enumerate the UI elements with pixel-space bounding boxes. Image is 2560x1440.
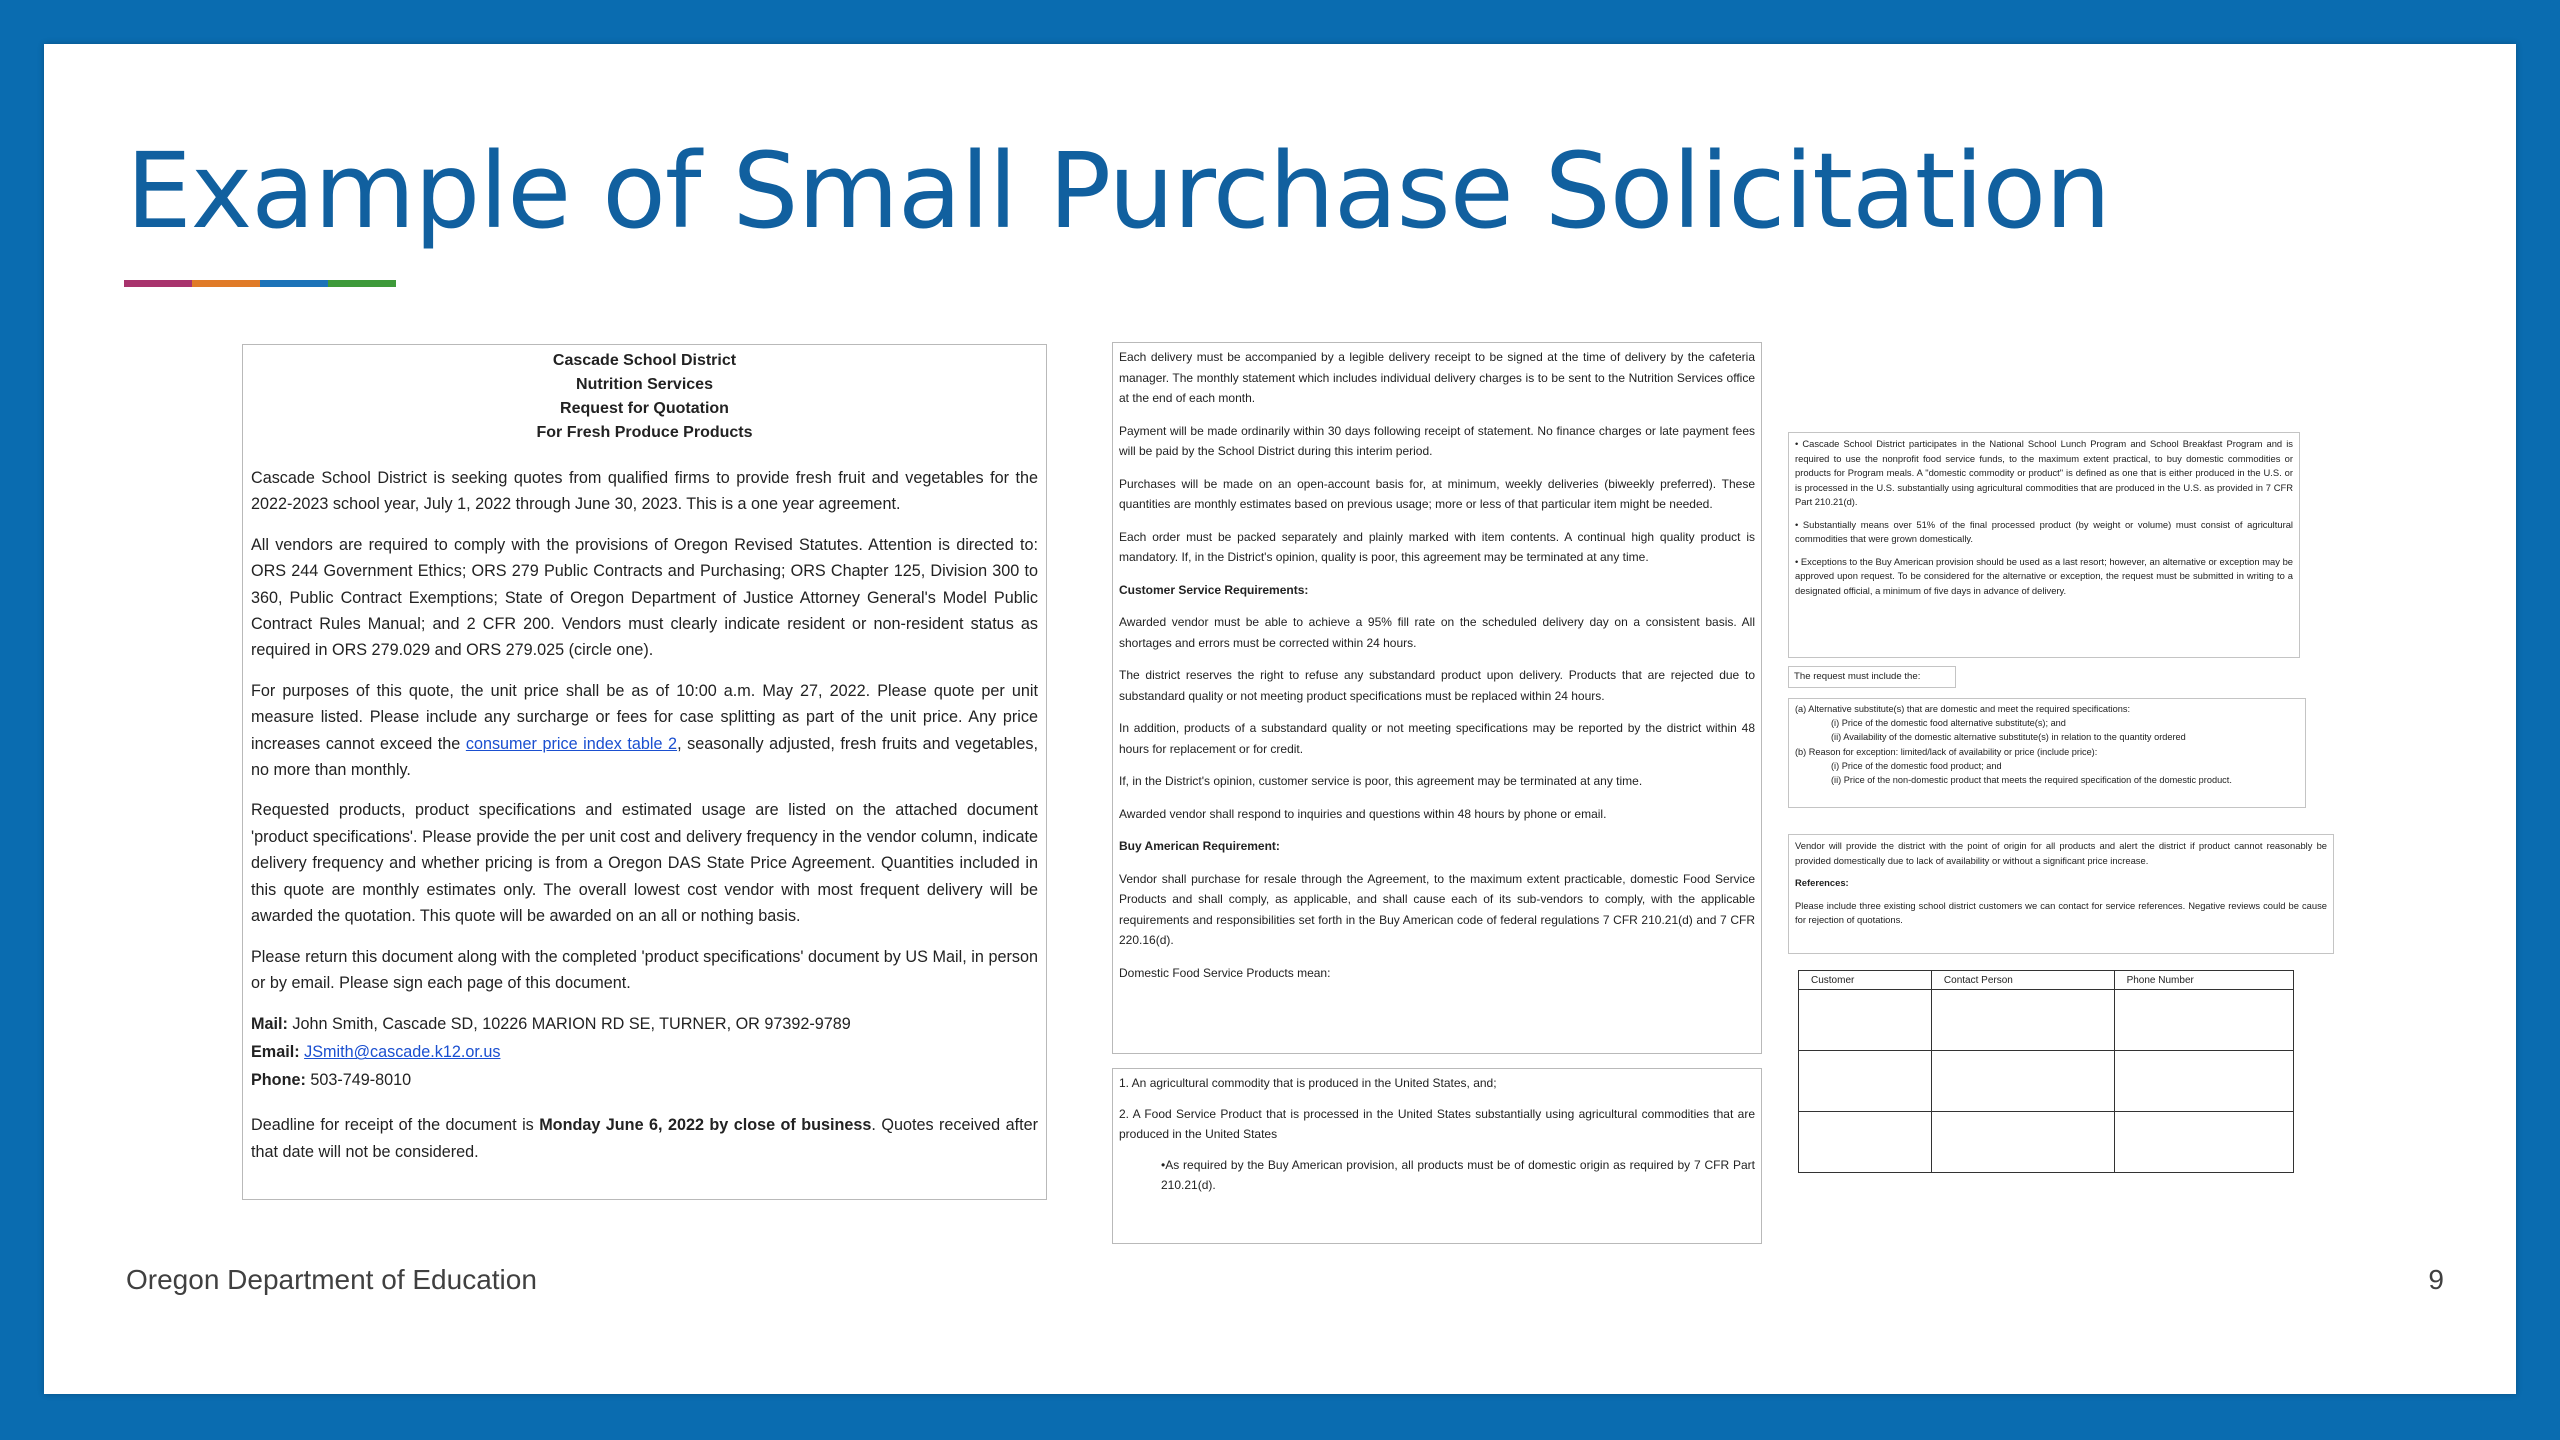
col-customer: Customer	[1799, 971, 1932, 990]
purchases-paragraph: Purchases will be made on an open-account basis for, at minimum, weekly deliveries (biweekly preferred). These quantities are monthly estimates based on previous usage; more or less of that particular item might be needed.	[1119, 476, 1755, 511]
vendor-references-block	[1788, 834, 2334, 954]
termination-paragraph: If, in the District's opinion, customer service is poor, this agreement may be terminated at any time.	[1119, 774, 1643, 788]
table-row	[1799, 1051, 2294, 1112]
compliance-paragraph: All vendors are required to comply with the provisions of Oregon Revised Statutes. Attention is directed to: ORS 244 Government Ethics; ORS 279 Public Contracts and Purchasing; ORS Chapter 125, Division 300 to 360, Public Contract Exemptions; State of Oregon Department of Justice Attorney General's Model Public Contract Rules Manual; and 2 CFR 200. Vendors must clearly indicate resident or non-resident status as required in ORS 279.029 and ORS 279.025 (circle one).	[251, 535, 1038, 660]
domestic-item-1: 1. An agricultural commodity that is produced in the United States, and;	[1119, 1076, 1497, 1090]
req-a-ii: (ii) Availability of the domestic alternative substitute(s) in relation to the quantity ordered	[1831, 732, 2186, 743]
footer-organization: Oregon Department of Education	[126, 1264, 537, 1295]
header-line-dept: Nutrition Services	[576, 376, 713, 393]
table-cell[interactable]	[1931, 990, 2114, 1051]
request-label-box	[1788, 666, 1956, 688]
req-b-ii: (ii) Price of the non-domestic product that meets the required specification of the domestic product.	[1831, 775, 2232, 786]
col-contact-person: Contact Person	[1931, 971, 2114, 990]
document-page-2-continued	[1112, 1068, 1762, 1244]
table-row	[1799, 1112, 2294, 1173]
deadline-text-a: Deadline for receipt of the document is	[251, 1116, 540, 1135]
response-paragraph: Awarded vendor shall respond to inquiries and questions within 48 hours by phone or email.	[1119, 806, 1607, 821]
request-requirements	[1788, 698, 2306, 808]
document-page-2	[1112, 342, 1762, 1054]
phone-value: 503-749-8010	[305, 1071, 412, 1090]
email-label: Email:	[251, 1043, 300, 1062]
domestic-products-label: Domestic Food Service Products mean:	[1119, 965, 1331, 980]
mail-value: John Smith, Cascade SD, 10226 MARION RD SE, TURNER, OR 97392-9789	[287, 1015, 851, 1034]
slide-number: 9	[2428, 1264, 2444, 1295]
deadline-paragraph	[251, 1112, 1038, 1165]
products-paragraph: Requested products, product specifications and estimated usage are listed on the attached document 'product specifications'. Please provide the per unit cost and delivery frequency in the vendor column, indicate delivery frequency and whether pricing is from a Oregon DAS State Price Agreement. Quantities included in this quote are monthly estimates only. The overall lowest cost vendor with most frequent delivery will be awarded the quotation. This quote will be awarded on an all or nothing basis.	[251, 801, 1038, 926]
pricing-paragraph	[251, 678, 1038, 784]
slide-title: Example of Small Purchase Solicitation	[126, 130, 2111, 252]
accent-segment-1	[124, 280, 192, 287]
fill-rate-paragraph: Awarded vendor must be able to achieve a 95% fill rate on the scheduled delivery day on a consistent basis. All shortages and errors must be corrected within 24 hours.	[1119, 615, 1755, 650]
accent-segment-3	[260, 280, 328, 287]
header-line-rfq: Request for Quotation	[560, 400, 729, 417]
deadline-text-b: . Quotes received after that date will not be considered.	[251, 1116, 1038, 1161]
note-participation: • Cascade School District participates in the National School Lunch Program and School Breakfast Program and is required to use the nonprofit food service funds, to the maximum extent practical, to buy domestic commodities or products for Program meals. A "domestic commodity or product" is defined as one that is either produced in the U.S. or is processed in the U.S. substantially using agricultural commodities that are produced in the U.S. as provided in 7 CFR Part 210.21(d).	[1795, 438, 2293, 507]
req-a: (a) Alternative substitute(s) that are domestic and meet the required specifications:	[1795, 704, 2130, 714]
vendor-origin-note: Vendor will provide the district with the point of origin for all products and alert the district if product cannot reasonably be provided domestically due to lack of availability or without a significant price increase.	[1795, 840, 2327, 866]
references-text: Please include three existing school district customers we can contact for service references. Negative reviews could be cause for rejection of quotations.	[1795, 899, 2327, 925]
customer-service-heading: Customer Service Requirements:	[1119, 582, 1309, 597]
req-b: (b) Reason for exception: limited/lack of availability or price (include price):	[1795, 746, 2098, 757]
return-paragraph: Please return this document along with the completed 'product specifications' document by US Mail, in person or by email. Please sign each page of this document.	[251, 947, 1038, 992]
phone-line	[251, 1066, 1038, 1094]
intro-paragraph: Cascade School District is seeking quotes from qualified firms to provide fresh fruit and vegetables for the 2022-2023 school year, July 1, 2022 through June 30, 2023. This is a one year agreement.	[251, 469, 1038, 514]
table-cell[interactable]	[1931, 1112, 2114, 1173]
document-page-1	[242, 344, 1047, 1200]
table-cell[interactable]	[1931, 1051, 2114, 1112]
note-exceptions: • Exceptions to the Buy American provision should be used as a last resort; however, an alternative or exception may be approved upon request. To be considered for the alternative or exception, the request must be submitted in writing to a designated official, a minimum of five days in advance of delivery.	[1795, 555, 2293, 596]
packing-paragraph: Each order must be packed separately and plainly marked with item contents. A continual high quality product is mandatory. If, in the District's opinion, quality is poor, this agreement may be terminated at any time.	[1119, 529, 1755, 564]
table-cell[interactable]	[2114, 1112, 2293, 1173]
mail-line	[251, 1010, 1038, 1038]
table-cell[interactable]	[2114, 1051, 2293, 1112]
deadline-date: Monday June 6, 2022 by close of business	[539, 1116, 872, 1135]
buy-american-notes	[1788, 432, 2300, 658]
domestic-bullet: •As required by the Buy American provision, all products must be of domestic origin as required by 7 CFR Part 210.21(d).	[1161, 1157, 1755, 1192]
table-cell[interactable]	[1799, 990, 1932, 1051]
payment-paragraph: Payment will be made ordinarily within 30 days following receipt of statement. No finance charges or late payment fees will be paid by the School District during this interim period.	[1119, 423, 1755, 458]
col-phone-number: Phone Number	[2114, 971, 2293, 990]
delivery-paragraph: Each delivery must be accompanied by a legible delivery receipt to be signed at the time of delivery by the cafeteria manager. The monthly statement which includes individual delivery charges is to be sent to the Nutrition Services office at the end of each month.	[1119, 350, 1755, 405]
substandard-paragraph: In addition, products of a substandard quality or not meeting specifications may be reported by the district within 48 hours for replacement or for credit.	[1119, 721, 1755, 756]
header-line-district: Cascade School District	[552, 352, 737, 369]
request-label: The request must include the:	[1794, 671, 1921, 682]
req-b-i: (i) Price of the domestic food product; and	[1831, 760, 2002, 771]
buy-american-paragraph: Vendor shall purchase for resale through the Agreement, to the maximum extent practicable, domestic Food Service Products and shall comply, as applicable, and shall cause each of its sub-vendors to comply, with the applicable requirements and responsibilities set forth in the Buy American code of federal regulations 7 CFR 210.21(d) and 7 CFR 220.16(d).	[1119, 871, 1755, 947]
accent-segment-2	[192, 280, 260, 287]
table-cell[interactable]	[2114, 990, 2293, 1051]
email-line	[251, 1038, 1038, 1066]
refuse-paragraph: The district reserves the right to refuse any substandard product upon delivery. Products that are rejected due to substandard quality or not meeting product specifications must be replaced within 24 hours.	[1119, 668, 1755, 703]
table-cell[interactable]	[1799, 1051, 1932, 1112]
domestic-item-2: 2. A Food Service Product that is processed in the United States substantially using agricultural commodities that are produced in the United States	[1119, 1106, 1755, 1141]
req-a-i: (i) Price of the domestic food alternative substitute(s); and	[1831, 718, 2066, 729]
table-header-row	[1799, 971, 2294, 990]
references-table	[1798, 970, 2294, 1173]
mail-label: Mail:	[251, 1015, 288, 1034]
header-line-subject: For Fresh Produce Products	[536, 424, 753, 441]
email-link[interactable]: JSmith@cascade.k12.or.us	[304, 1043, 501, 1062]
pricing-text-b: , seasonally adjusted, fresh fruits and vegetables, no more than monthly.	[251, 734, 1038, 780]
document-header	[251, 349, 1038, 445]
phone-label: Phone:	[251, 1071, 306, 1090]
pricing-text-a: For purposes of this quote, the unit price shall be as of 10:00 a.m. May 27, 2022. Please quote per unit measure listed. Please include any surcharge or fees for case splitting as part of the unit price. Any price increases cannot exceed the	[251, 681, 1038, 753]
accent-segment-4	[328, 280, 396, 287]
note-substantially: • Substantially means over 51% of the final processed product (by weight or volume) must consist of agricultural commodities that were grown domestically.	[1795, 518, 2293, 544]
title-accent-bar	[124, 280, 396, 287]
buy-american-heading: Buy American Requirement:	[1119, 839, 1280, 853]
cpi-link[interactable]: consumer price index table 2	[465, 734, 678, 753]
table-row	[1799, 990, 2294, 1051]
table-cell[interactable]	[1799, 1112, 1932, 1173]
references-heading: References:	[1795, 877, 1849, 888]
